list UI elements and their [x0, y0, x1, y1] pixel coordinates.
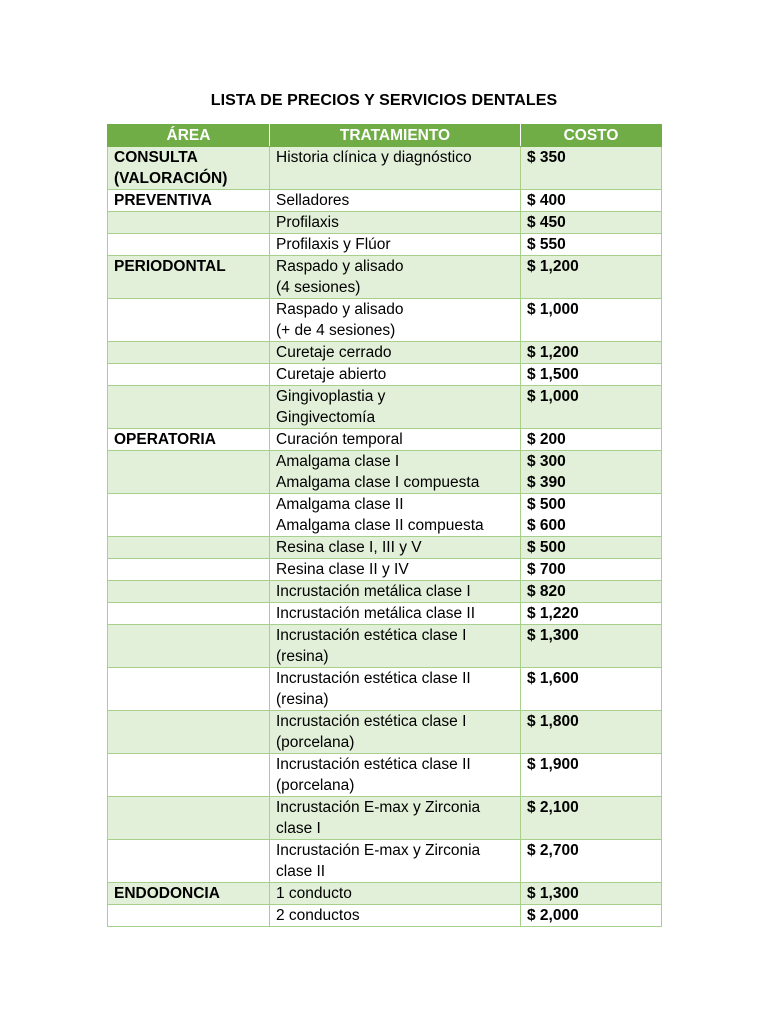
cost-cell: $ 1,600 — [521, 668, 662, 711]
treatment-cell: 1 conducto — [270, 883, 521, 905]
cost-cell: $ 2,100 — [521, 797, 662, 840]
table-row — [108, 299, 662, 342]
table-row — [108, 754, 662, 797]
cost-cell: $ 1,200 — [521, 342, 662, 364]
table-row — [108, 256, 662, 299]
treatment-cell: Resina clase II y IV — [270, 559, 521, 581]
cost-cell: $ 2,700 — [521, 840, 662, 883]
cost-cell: $ 550 — [521, 234, 662, 256]
area-cell — [108, 364, 270, 386]
area-cell — [108, 603, 270, 625]
header-area: ÁREA — [108, 125, 270, 147]
treatment-cell: Historia clínica y diagnóstico — [270, 147, 521, 190]
area-cell — [108, 234, 270, 256]
price-table — [107, 124, 662, 927]
cost-cell: $ 1,200 — [521, 256, 662, 299]
treatment-cell: Raspado y alisado (4 sesiones) — [270, 256, 521, 299]
treatment-cell: Incrustación E-max y Zirconia clase I — [270, 797, 521, 840]
table-row — [108, 883, 662, 905]
table-row — [108, 711, 662, 754]
table-row — [108, 234, 662, 256]
table-row — [108, 494, 662, 537]
cost-cell: $ 2,000 — [521, 905, 662, 927]
cost-cell: $ 700 — [521, 559, 662, 581]
table-row — [108, 625, 662, 668]
treatment-cell: Resina clase I, III y V — [270, 537, 521, 559]
table-row — [108, 429, 662, 451]
cost-cell: $ 1,300 — [521, 625, 662, 668]
table-row — [108, 190, 662, 212]
table-row — [108, 559, 662, 581]
area-cell — [108, 559, 270, 581]
area-cell — [108, 342, 270, 364]
treatment-cell: Selladores — [270, 190, 521, 212]
table-row — [108, 603, 662, 625]
cost-cell: $ 1,000 — [521, 299, 662, 342]
area-cell — [108, 537, 270, 559]
table-row — [108, 364, 662, 386]
area-cell — [108, 905, 270, 927]
area-cell — [108, 212, 270, 234]
treatment-cell: Profilaxis y Flúor — [270, 234, 521, 256]
area-cell — [108, 386, 270, 429]
header-cost: COSTO — [521, 125, 662, 147]
area-cell — [108, 797, 270, 840]
treatment-cell: Raspado y alisado (+ de 4 sesiones) — [270, 299, 521, 342]
area-cell: PREVENTIVA — [108, 190, 270, 212]
document-title: LISTA DE PRECIOS Y SERVICIOS DENTALES — [210, 92, 558, 109]
table-row — [108, 797, 662, 840]
area-cell — [108, 625, 270, 668]
cost-cell: $ 500 $ 600 — [521, 494, 662, 537]
table-row — [108, 581, 662, 603]
table-row — [108, 342, 662, 364]
treatment-cell: Amalgama clase I Amalgama clase I compuesta — [270, 451, 521, 494]
treatment-cell: Incrustación estética clase II (porcelana) — [270, 754, 521, 797]
table-row — [108, 451, 662, 494]
cost-cell: $ 200 — [521, 429, 662, 451]
cost-cell: $ 820 — [521, 581, 662, 603]
treatment-cell: 2 conductos — [270, 905, 521, 927]
cost-cell: $ 450 — [521, 212, 662, 234]
table-row — [108, 905, 662, 927]
cost-cell: $ 1,800 — [521, 711, 662, 754]
area-cell — [108, 840, 270, 883]
treatment-cell: Profilaxis — [270, 212, 521, 234]
area-cell: ENDODONCIA — [108, 883, 270, 905]
header-row — [108, 125, 662, 147]
treatment-cell: Incrustación metálica clase I — [270, 581, 521, 603]
cost-cell: $ 1,000 — [521, 386, 662, 429]
treatment-cell: Curetaje abierto — [270, 364, 521, 386]
table-row — [108, 537, 662, 559]
table-row — [108, 147, 662, 190]
table-row — [108, 212, 662, 234]
treatment-cell: Incrustación E-max y Zirconia clase II — [270, 840, 521, 883]
cost-cell: $ 1,900 — [521, 754, 662, 797]
treatment-cell: Gingivoplastia y Gingivectomía — [270, 386, 521, 429]
cost-cell: $ 400 — [521, 190, 662, 212]
cost-cell: $ 500 — [521, 537, 662, 559]
table-header — [108, 125, 662, 147]
area-cell: PERIODONTAL — [108, 256, 270, 299]
cost-cell: $ 1,500 — [521, 364, 662, 386]
header-treatment: TRATAMIENTO — [270, 125, 521, 147]
area-cell — [108, 581, 270, 603]
table-body — [108, 147, 662, 927]
treatment-cell: Incrustación estética clase I (resina) — [270, 625, 521, 668]
treatment-cell: Incrustación estética clase I (porcelana) — [270, 711, 521, 754]
treatment-cell: Amalgama clase II Amalgama clase II compuesta — [270, 494, 521, 537]
area-cell — [108, 494, 270, 537]
treatment-cell: Curetaje cerrado — [270, 342, 521, 364]
area-cell — [108, 711, 270, 754]
area-cell — [108, 754, 270, 797]
treatment-cell: Incrustación estética clase II (resina) — [270, 668, 521, 711]
area-cell — [108, 299, 270, 342]
area-cell — [108, 668, 270, 711]
cost-cell: $ 300 $ 390 — [521, 451, 662, 494]
cost-cell: $ 350 — [521, 147, 662, 190]
area-cell: OPERATORIA — [108, 429, 270, 451]
cost-cell: $ 1,220 — [521, 603, 662, 625]
cost-cell: $ 1,300 — [521, 883, 662, 905]
treatment-cell: Curación temporal — [270, 429, 521, 451]
area-cell: CONSULTA (VALORACIÓN) — [108, 147, 270, 190]
table-row — [108, 840, 662, 883]
area-cell — [108, 451, 270, 494]
table-row — [108, 668, 662, 711]
treatment-cell: Incrustación metálica clase II — [270, 603, 521, 625]
table-row — [108, 386, 662, 429]
